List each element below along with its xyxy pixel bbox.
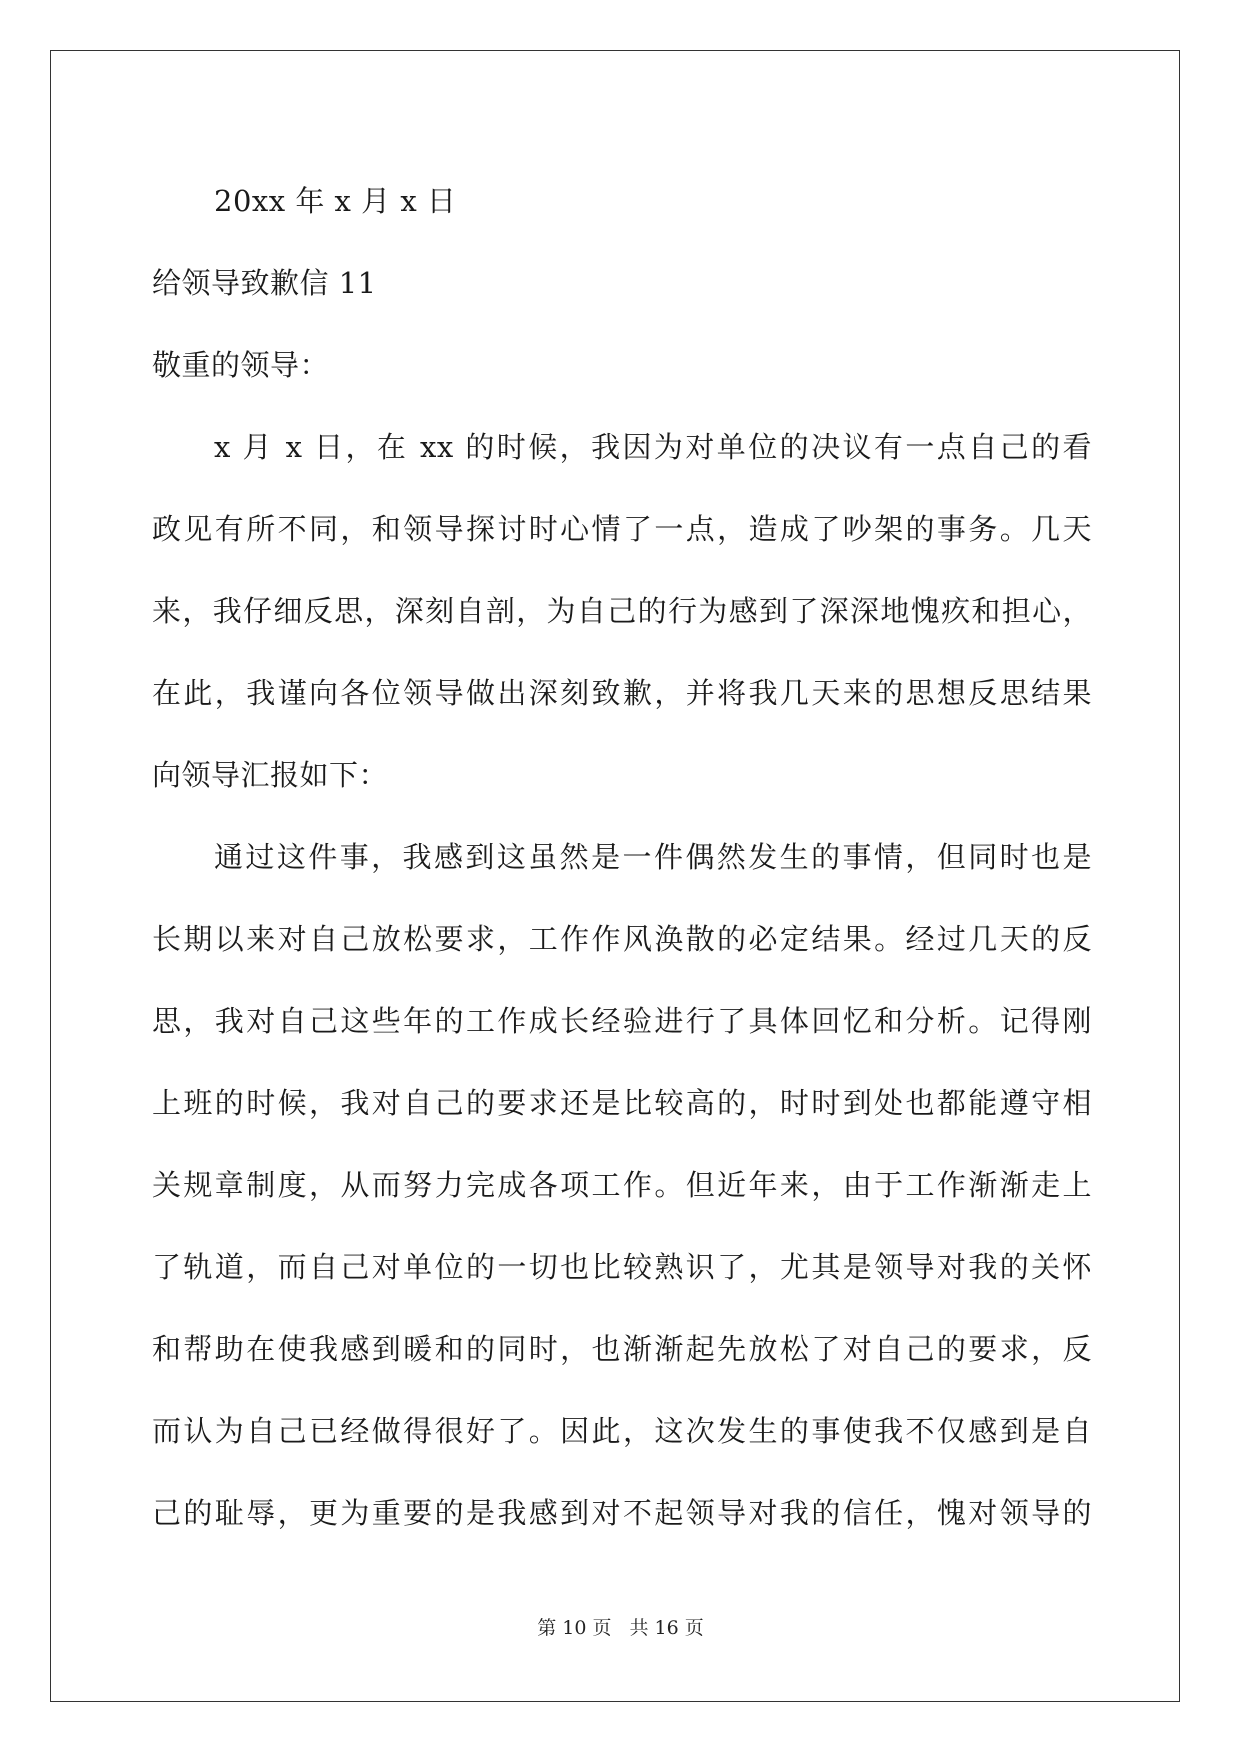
text-line: 而认为自己已经做得很好了。因此，这次发生的事使我不仅感到是自 [152, 1414, 1092, 1448]
text-line: 和帮助在使我感到暖和的同时，也渐渐起先放松了对自己的要求，反 [152, 1332, 1092, 1366]
page-footer [0, 1616, 1241, 1640]
text-line: 通过这件事，我感到这虽然是一件偶然发生的事情，但同时也是 [214, 840, 1092, 874]
text-line: 上班的时候，我对自己的要求还是比较高的，时时到处也都能遵守相 [152, 1086, 1092, 1120]
page-number: 第 10 页 [537, 1617, 612, 1639]
text-line: 给领导致歉信 11 [152, 266, 377, 300]
text-line: 长期以来对自己放松要求，工作作风涣散的必定结果。经过几天的反 [152, 922, 1092, 956]
text-line: 己的耻辱，更为重要的是我感到对不起领导对我的信任，愧对领导的 [152, 1496, 1092, 1530]
text-line: 政见有所不同，和领导探讨时心情了一点，造成了吵架的事务。几天 [152, 512, 1092, 546]
text-line: 思，我对自己这些年的工作成长经验进行了具体回忆和分析。记得刚 [152, 1004, 1092, 1038]
text-line: 20xx 年 x 月 x 日 [214, 184, 457, 218]
text-line: 来，我仔细反思，深刻自剖，为自己的行为感到了深深地愧疚和担心， [152, 594, 1092, 628]
text-line: 在此，我谨向各位领导做出深刻致歉，并将我几天来的思想反思结果 [152, 676, 1092, 710]
text-line: 向领导汇报如下： [152, 758, 389, 792]
document-body [152, 160, 1092, 1554]
text-line: 关规章制度，从而努力完成各项工作。但近年来，由于工作渐渐走上 [152, 1168, 1092, 1202]
text-lines [152, 160, 1092, 1554]
page-total: 共 16 页 [629, 1617, 704, 1639]
text-line: 敬重的领导： [152, 348, 330, 382]
text-line: 了轨道，而自己对单位的一切也比较熟识了，尤其是领导对我的关怀 [152, 1250, 1092, 1284]
text-line: x 月 x 日，在 xx 的时候，我因为对单位的决议有一点自己的看 [214, 430, 1092, 464]
